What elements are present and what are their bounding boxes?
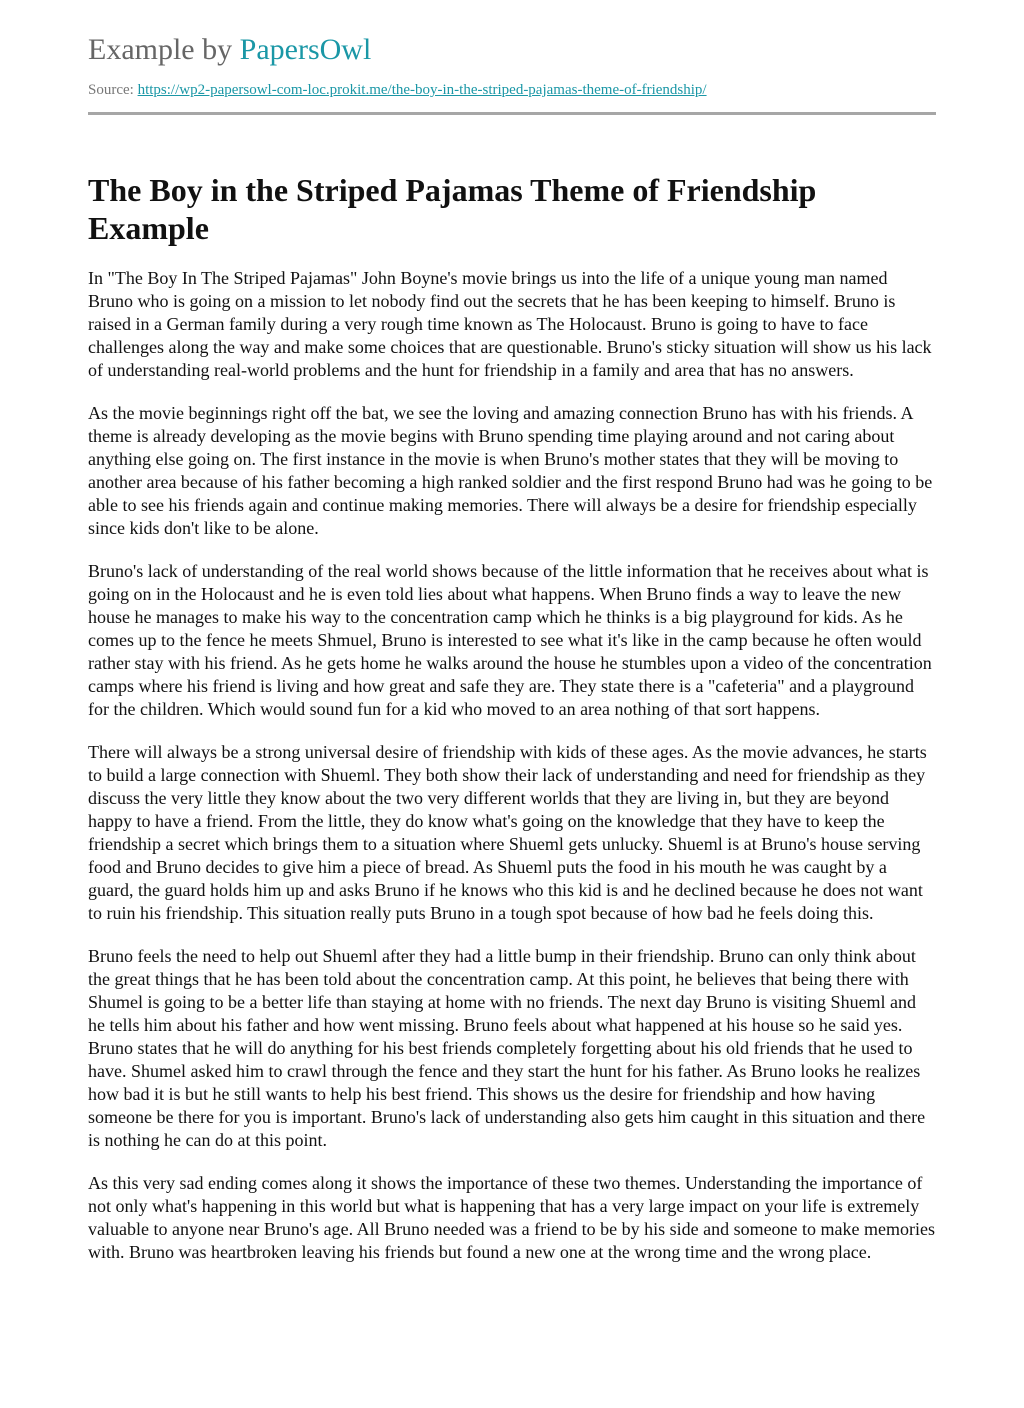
article-paragraph: In "The Boy In The Striped Pajamas" John Boyne's movie brings us into the life of a unique young man named Bruno who is going on a mission to let nobody find out the secrets that he has been keeping to himself. Bruno is raised in a German family during a very rough time known as The Holocaust. Bruno is going to have to face challenges along the way and make some choices that are questionable. Bruno's sticky situation will show us his lack of understanding real-world problems and the hunt for friendship in a family and area that has no answers.	[88, 268, 932, 380]
source-url-link[interactable]: https://wp2-papersowl-com-loc.prokit.me/the-boy-in-the-striped-pajamas-theme-of-friendship/	[137, 82, 707, 98]
brand-prefix: Example by	[88, 33, 240, 66]
article-paragraph: As the movie beginnings right off the bat, we see the loving and amazing connection Bruno has with his friends. A theme is already developing as the movie begins with Bruno spending time playing around and not caring about anything else going on. The first instance in the movie is when Bruno's mother states that they will be moving to another area because of his father becoming a high ranked soldier and the first respond Bruno had was he going to be able to see his friends again and continue making memories. There will always be a desire for friendship especially since kids don't like to be alone.	[88, 403, 933, 538]
brand-name-link[interactable]: PapersOwl	[239, 33, 372, 66]
article-paragraph: Bruno's lack of understanding of the real world shows because of the little information that he receives about what is going on in the Holocaust and he is even told lies about what happens. When Bruno finds a way to leave the new house he manages to make his way to the concentration camp which he thinks is a big playground for kids. As he comes up to the fence he meets Shmuel, Bruno is interested to see what it's like in the camp because he often would rather stay with his friend. As he gets home he walks around the house he stumbles upon a video of the concentration camps where his friend is living and how great and safe they are. They state there is a "cafeteria" and a playground for the children. Which would sound fun for a kid who moved to an area nothing of that sort happens.	[88, 561, 932, 719]
article-paragraph: Bruno feels the need to help out Shueml after they had a little bump in their friendship. Bruno can only think about the great things that he has been told about the concentration camp. At this point, he believes that being there with Shumel is going to be a better life than staying at home with no friends. The next day Bruno is visiting Shueml and he tells him about his father and how went missing. Bruno feels about what happened at his house so he said yes. Bruno states that he will do anything for his best friends completely forgetting about his old friends that he used to have. Shumel asked him to crawl through the fence and they start the hunt for his father. As Bruno looks he realizes how bad it is but he still wants to help his best friend. This shows us the desire for friendship and how having someone be there for you is important. Bruno's lack of understanding also gets him caught in this situation and there is nothing he can do at this point.	[88, 946, 926, 1150]
header-divider	[88, 112, 936, 115]
article-body	[88, 267, 936, 1264]
source-line	[88, 80, 936, 100]
source-label: Source:	[88, 82, 138, 98]
article-paragraph: As this very sad ending comes along it shows the importance of these two themes. Understanding the importance of not only what's happening in this world but what is happening that has a very large impact on your life is extremely valuable to anyone near Bruno's age. All Bruno needed was a friend to be by his side and someone to make memories with. Bruno was heartbroken leaving his friends but found a new one at the wrong time and the wrong place.	[88, 1173, 936, 1262]
page-title: The Boy in the Striped Pajamas Theme of Friendship Example	[88, 172, 817, 246]
site-brand	[88, 30, 936, 70]
article-paragraph: There will always be a strong universal desire of friendship with kids of these ages. As the movie advances, he starts to build a large connection with Shueml. They both show their lack of understanding and need for friendship as they discuss the very little they know about the two very different worlds that they are living in, but they are beyond happy to have a friend. From the little, they do know what's going on the knowledge that they have to keep the friendship a secret which brings them to a situation where Shueml gets unlucky. Shueml is at Bruno's house serving food and Bruno decides to give him a piece of bread. As Shueml puts the food in his mouth he was caught by a guard, the guard holds him up and asks Bruno if he knows who this kid is and he declined because he does not want to ruin his friendship. This situation really puts Bruno in a tough spot because of how bad he feels doing this.	[88, 742, 927, 923]
